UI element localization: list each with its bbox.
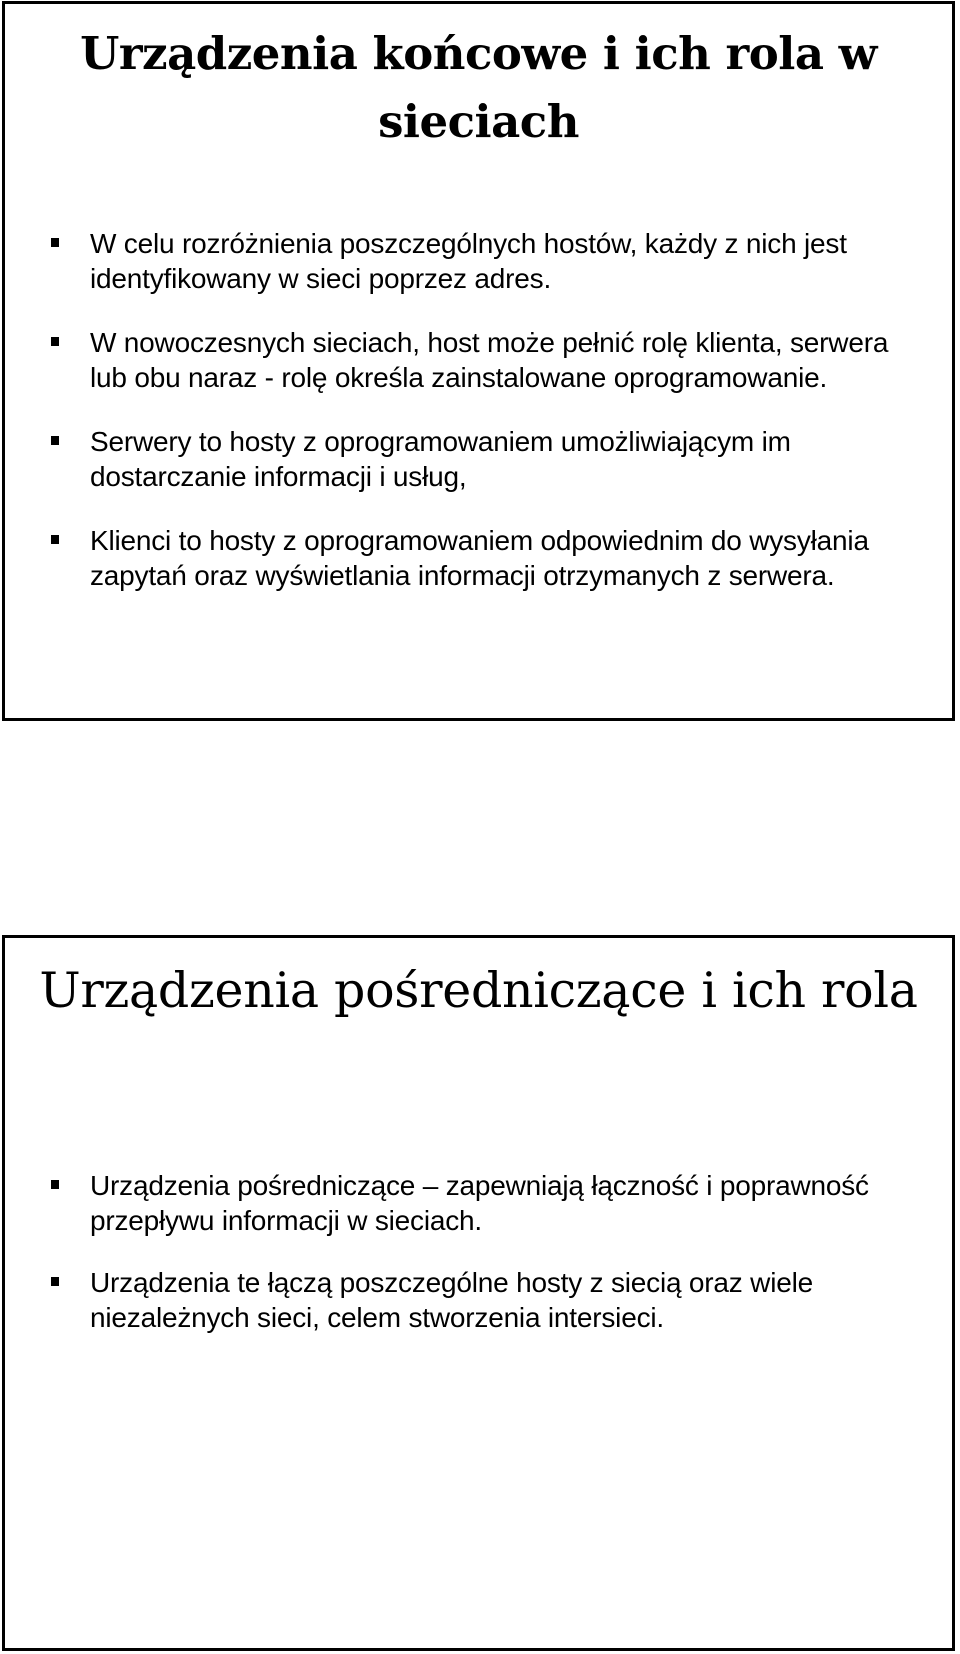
bullet-text: Urządzenia pośredniczące – zapewniają łączność i poprawność przepływu informacji w sieciach. [90,1170,869,1236]
bullet-list [45,226,932,622]
square-bullet-icon [51,337,59,346]
bullet-text: W nowoczesnych sieciach, host może pełnić rolę klienta, serwera lub obu naraz - rolę określa zainstalowane oprogramowanie. [90,327,889,393]
bullet-item [45,523,932,593]
bullet-text: W celu rozróżnienia poszczególnych hostów, każdy z nich jest identyfikowany w sieci poprzez adres. [90,228,847,294]
bullet-item [45,325,932,395]
slide-title: Urządzenia końcowe i ich rola w sieciach [80,27,877,148]
bullet-text: Urządzenia te łączą poszczególne hosty z siecią oraz wiele niezależnych sieci, celem stworzenia intersieci. [90,1267,813,1333]
bullet-text: Serwery to hosty z oprogramowaniem umożliwiającym im dostarczanie informacji i usług, [90,426,791,492]
bullet-item [45,1168,932,1238]
bullet-item [45,424,932,494]
square-bullet-icon [51,1180,59,1189]
slide-title: Urządzenia pośredniczące i ich rola [39,962,918,1019]
square-bullet-icon [51,535,59,544]
slide-intermediary-devices [2,935,955,1651]
square-bullet-icon [51,436,59,445]
bullet-item [45,226,932,296]
square-bullet-icon [51,238,59,247]
square-bullet-icon [51,1277,59,1286]
bullet-item [45,1265,932,1335]
slide-end-devices [2,1,955,721]
bullet-text: Klienci to hosty z oprogramowaniem odpowiednim do wysyłania zapytań oraz wyświetlania informacji otrzymanych z serwera. [90,525,869,591]
bullet-list [45,1168,932,1362]
